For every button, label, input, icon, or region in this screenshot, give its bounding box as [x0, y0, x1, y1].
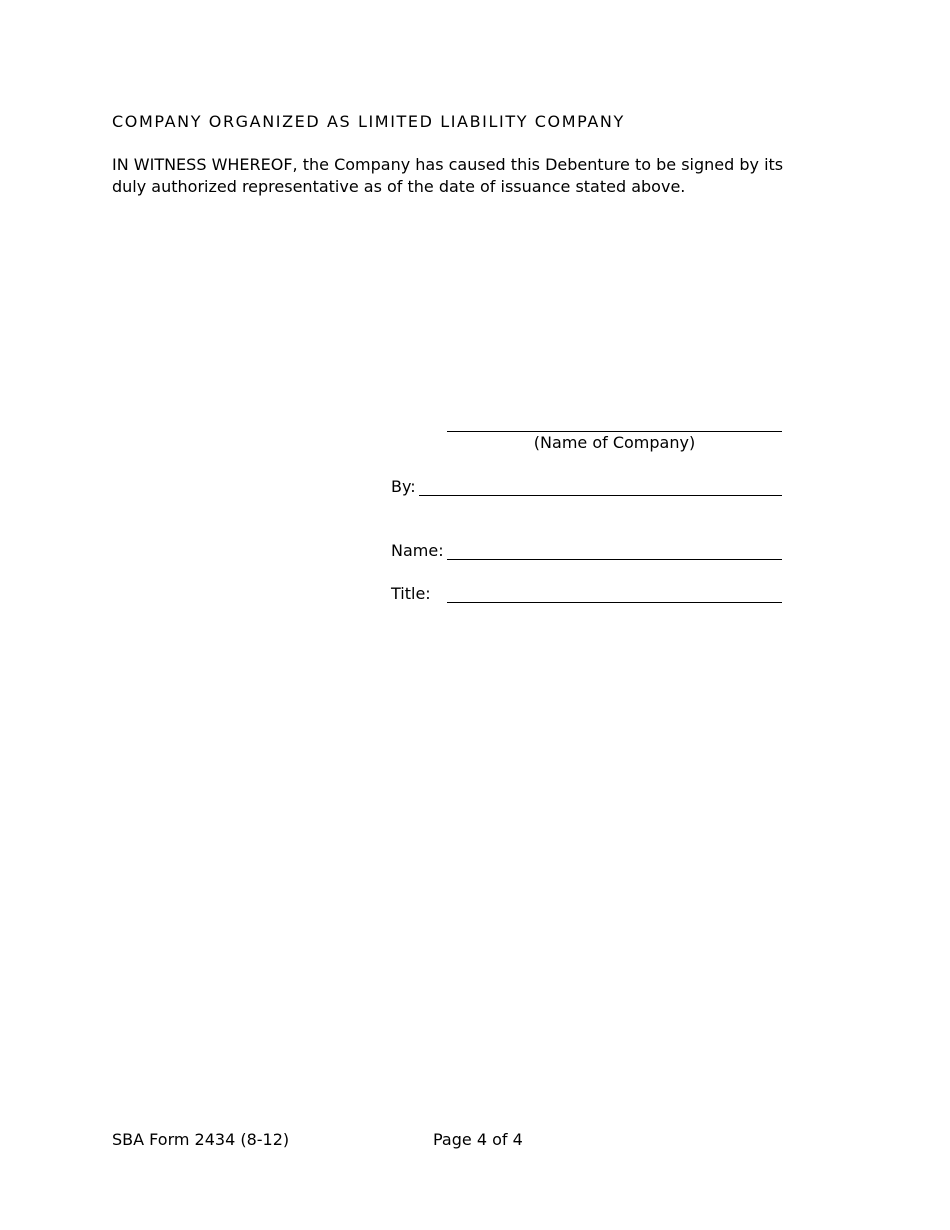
company-name-line	[447, 431, 782, 432]
name-signature-line	[447, 559, 782, 560]
title-label: Title:	[391, 584, 431, 603]
section-heading: COMPANY ORGANIZED AS LIMITED LIABILITY COMPANY	[112, 112, 625, 131]
by-label: By:	[391, 477, 416, 496]
by-signature-line	[419, 495, 782, 496]
page-number: Page 4 of 4	[433, 1130, 523, 1149]
title-signature-line	[447, 602, 782, 603]
witness-paragraph: IN WITNESS WHEREOF, the Company has caused this Debenture to be signed by its duly authorized representative as of the date of issuance stated above.	[112, 155, 784, 196]
name-label: Name:	[391, 541, 444, 560]
form-identifier: SBA Form 2434 (8-12)	[112, 1130, 290, 1149]
company-name-caption: (Name of Company)	[533, 433, 696, 452]
